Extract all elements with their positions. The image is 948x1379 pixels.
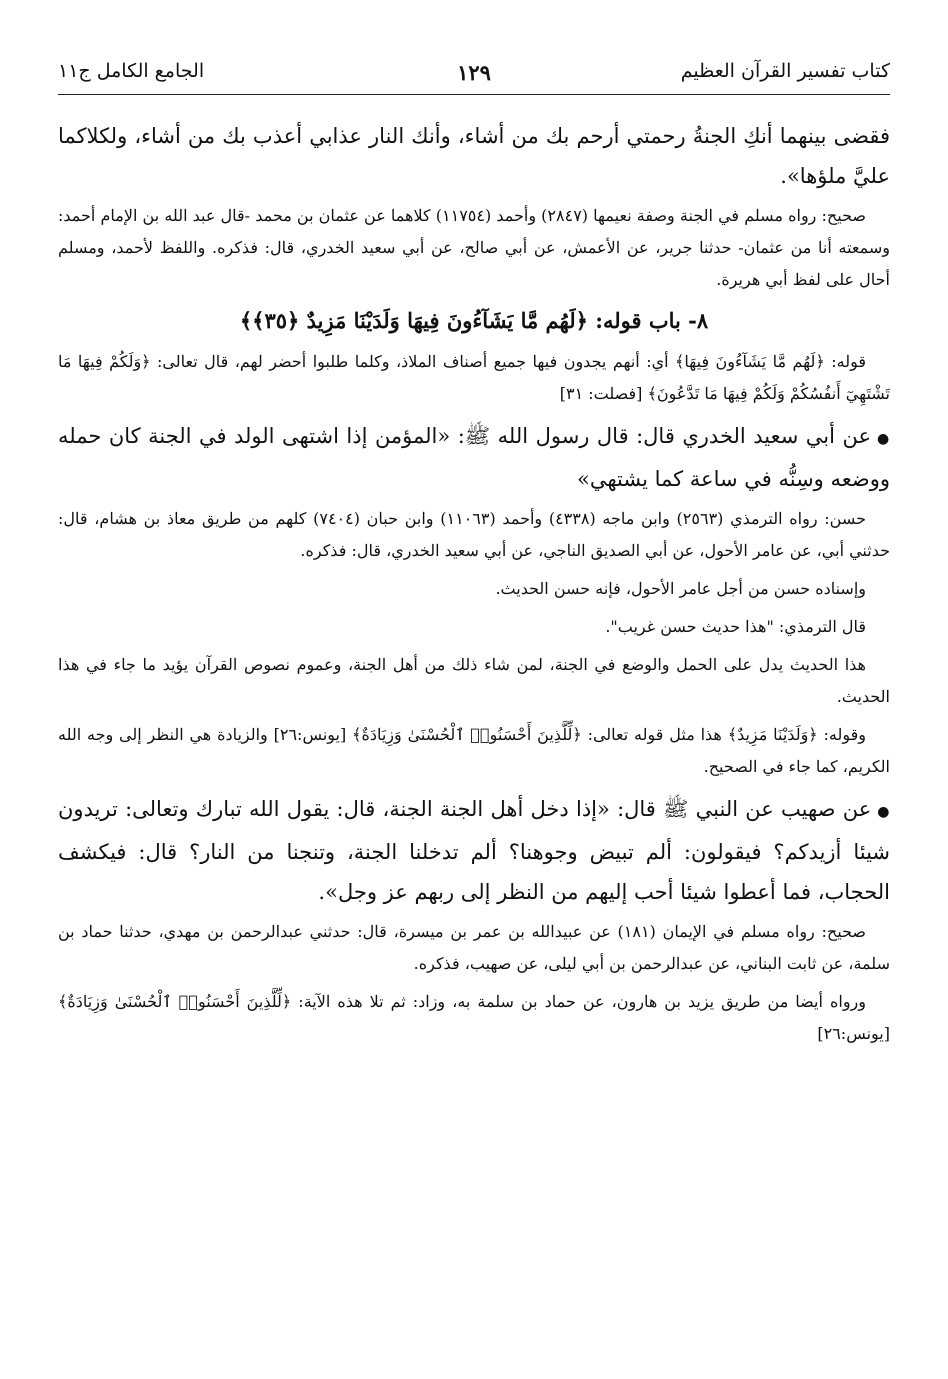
commentary-paragraph: قال الترمذي: "هذا حديث حسن غريب". [605,617,866,636]
commentary-paragraph: وإسناده حسن من أجل عامر الأحول، فإنه حسن الحديث. [495,579,866,598]
takhrij-paragraph: حسن: رواه الترمذي (٢٥٦٣) وابن ماجه (٤٣٣٨) وأحمد (١١٠٦٣) وابن حبان (٧٤٠٤) كلهم من طريق معاذ بن هشام، قال: حدثني أبي، عن عامر الأحول، عن أبي الصديق الناجي، عن أبي سعيد الخدري، قال: فذكره. [58,509,890,560]
hadith-paragraph: فقضى بينهما أنكِ الجنةُ رحمتي أرحم بك من أشاء، وأنك النار عذابي أعذب بك من أشاء، ولكلاكما عليَّ ملؤها». [58,124,890,188]
page-header [58,52,890,95]
volume-label: الجامع الكامل ج١١ [58,60,205,82]
commentary-paragraph: هذا الحديث يدل على الحمل والوضع في الجنة، لمن شاء ذلك من أهل الجنة، وعموم نصوص القرآن يؤيد ما جاء في هذا الحديث. [58,655,890,706]
page-content [58,116,890,1056]
book-title: كتاب تفسير القرآن العظيم [680,60,890,82]
commentary-paragraph: قوله: ﴿لَهُم مَّا يَشَآءُونَ فِيهَا﴾ أي: أنهم يجدون فيها جميع أصناف الملاذ، وكلما طلبوا أحضر لهم، قال تعالى: ﴿وَلَكُمْ فِيهَا مَا تَشْتَهِيٓ أَنفُسُكُمْ وَلَكُمْ فِيهَا مَا تَدَّعُونَ﴾ [فصلت: ٣١] [58,352,890,403]
bullet-icon: ● [876,431,891,447]
hadith-paragraph: ●عن صهيب عن النبي ﷺ قال: «إذا دخل أهل الجنة الجنة، قال: يقول الله تبارك وتعالى: تريدون شيئا أزيدكم؟ فيقولون: ألم تبيض وجوهنا؟ ألم تدخلنا الجنة، وتنجنا من النار؟ قال: فيكشف الحجاب، فما أعطوا شيئا أحب إليهم من النظر إلى ربهم عز وجل». [58,797,890,904]
takhrij-paragraph: صحيح: رواه مسلم في الإيمان (١٨١) عن عبيدالله بن عمر بن ميسرة، قال: حدثني عبدالرحمن بن مهدي، حدثنا حماد بن سلمة، عن ثابت البناني، عن عبدالرحمن بن أبي ليلى، عن صهيب، فذكره. [58,922,890,973]
page-number: ١٢٩ [457,60,491,85]
hadith-paragraph: ●عن أبي سعيد الخدري قال: قال رسول الله ﷺ: «المؤمن إذا اشتهى الولد في الجنة كان حمله ووضعه وسِنُّه في ساعة كما يشتهي» [58,424,891,491]
chapter-heading: ٨- باب قوله: ﴿لَهُم مَّا يَشَآءُونَ فِيهَا وَلَدَيْنَا مَزِيدٌ ﴿٣٥﴾﴾ [239,308,709,333]
commentary-paragraph: وقوله: ﴿وَلَدَيْنَا مَزِيدٌ﴾ هذا مثل قوله تعالى: ﴿لِّلَّذِينَ أَحْسَنُوا۟ ٱلْحُسْنَىٰ وَزِيَادَةٌ﴾ [يونس:٢٦] والزيادة هي النظر إلى وجه الله الكريم، كما جاء في الصحيح. [58,725,890,776]
bullet-icon: ● [877,804,890,820]
takhrij-paragraph: صحيح: رواه مسلم في الجنة وصفة نعيمها (٢٨٤٧) وأحمد (١١٧٥٤) كلاهما عن عثمان بن محمد -قال عبد الله بن الإمام أحمد: وسمعته أنا من عثمان- حدثنا جرير، عن الأعمش، عن أبي صالح، عن أبي سعيد الخدري، قال: فذكره. واللفظ لأحمد، ومسلم أحال على لفظ أبي هريرة. [58,206,890,289]
takhrij-paragraph: ورواه أيضا من طريق يزيد بن هارون، عن حماد بن سلمة به، وزاد: ثم تلا هذه الآية: ﴿لِّلَّذِينَ أَحْسَنُوا۟ ٱلْحُسْنَىٰ وَزِيَادَةٌ﴾ [يونس:٢٦] [58,992,890,1043]
